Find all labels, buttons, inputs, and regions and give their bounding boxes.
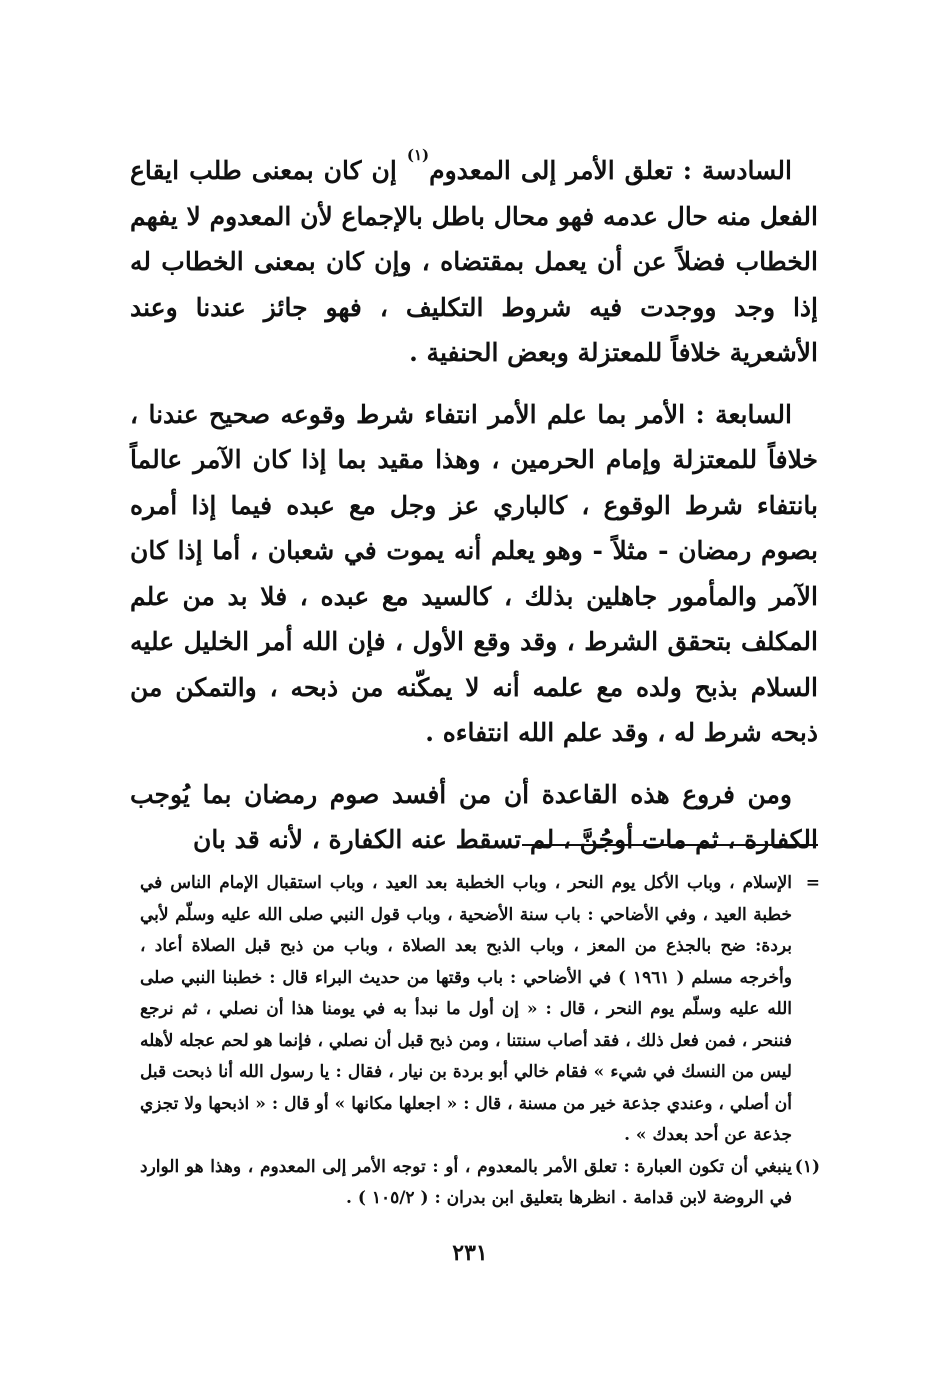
footnote-reference: (١): [406, 146, 430, 164]
paragraph-seventh: السابعة : الأمر بما علم الأمر انتفاء شرط وقوعه صحيح عندنا ، خلافاً للمعتزلة وإمام الحرمين ، وهذا مقيد بما إذا كان الآمر عالماً بانتفاء شرط الوقوع ، كالباري عز وجل مع عبده فيما إذا أمره بصوم رمضان - مثلاً - وهو يعلم أنه يموت في شعبان ، أما إذا كان الآمر والمأمور جاهلين بذلك ، كالسيد مع عبده ، فلا بد من علم المكلف بتحقق الشرط ، وقد وقع الأول ، فإن الله أمر الخليل عليه السلام بذبح ولده مع علمه أنه لا يمكّنه من ذبحه ، والتمكن من ذبحه شرط له ، وقد علم الله انتفاءه .: [130, 399, 818, 747]
footnote-1-text: ينبغي أن تكون العبارة : تعلق الأمر بالمعدوم ، أو : توجه الأمر إلى المعدوم ، وهذا هو الوارد في الروضة لابن قدامة . انظرها بتعليق ابن بدران : ( ١٠٥/٢ ) .: [140, 1156, 792, 1208]
paragraph-sixth: [130, 148, 818, 376]
footnote-1: [140, 1152, 820, 1215]
paragraph-sixth-before-ref: السادسة : تعلق الأمر إلى المعدوم: [429, 156, 792, 185]
continuation-marker: =: [805, 873, 820, 893]
footnotes: [140, 868, 820, 1215]
footnote-continuation: [140, 868, 820, 1152]
main-text: [130, 148, 818, 879]
page-number: ٢٣١: [452, 1240, 488, 1266]
footnote-number: (١): [794, 1156, 820, 1177]
footnote-continuation-text: الإسلام ، وباب الأكل يوم النحر ، وباب الخطبة بعد العيد ، وباب استقبال الإمام الناس في خطبة العيد ، وفي الأضاحي : باب سنة الأضحية ، وباب قول النبي صلى الله عليه وسلّم لأبي بردة: ضح بالجذع من المعز ، وباب الذبح بعد الصلاة ، وباب من ذبح قبل الصلاة أعاد ، وأخرجه مسلم ( ١٩٦١ ) في الأضاحي : باب وقتها من حديث البراء قال : خطبنا النبي صلى الله عليه وسلّم يوم النحر ، قال : « إن أول ما نبدأ به في يومنا هذا أن نصلي ، ثم نرجع فننحر ، فمن فعل ذلك ، فقد أصاب سنتنا ، ومن ذبح قبل أن نصلي ، فإنما هو لحم عجله لأهله ليس من النسك في شيء » فقام خالي أبو بردة بن نيار ، فقال : يا رسول الله أنا ذبحت قبل أن أصلي ، وعندي جذعة خير من مسنة ، قال : « اجعلها مكانها » أو قال : « اذبحها ولا تجزي جذعة عن أحد بعدك » .: [140, 873, 792, 1145]
paragraph-sixth-after-ref: إن كان بمعنى طلب ايقاع الفعل منه حال عدمه فهو محال باطل بالإجماع لأن المعدوم لا يفهم الخطاب فضلاً عن أن يعمل بمقتضاه ، وإن كان بمعنى الخطاب له إذا وجد ووجدت فيه شروط التكليف ، فهو جائز عندنا وعند الأشعرية خلافاً للمعتزلة وبعض الحنفية .: [130, 156, 818, 367]
paragraph-branches: ومن فروع هذه القاعدة أن من أفسد صوم رمضان بما يُوجب الكفارة ، ثم مات أوجُنَّ ، لم تسقط عنه الكفارة ، لأنه قد بان: [130, 779, 818, 854]
footnote-divider: [522, 844, 818, 846]
